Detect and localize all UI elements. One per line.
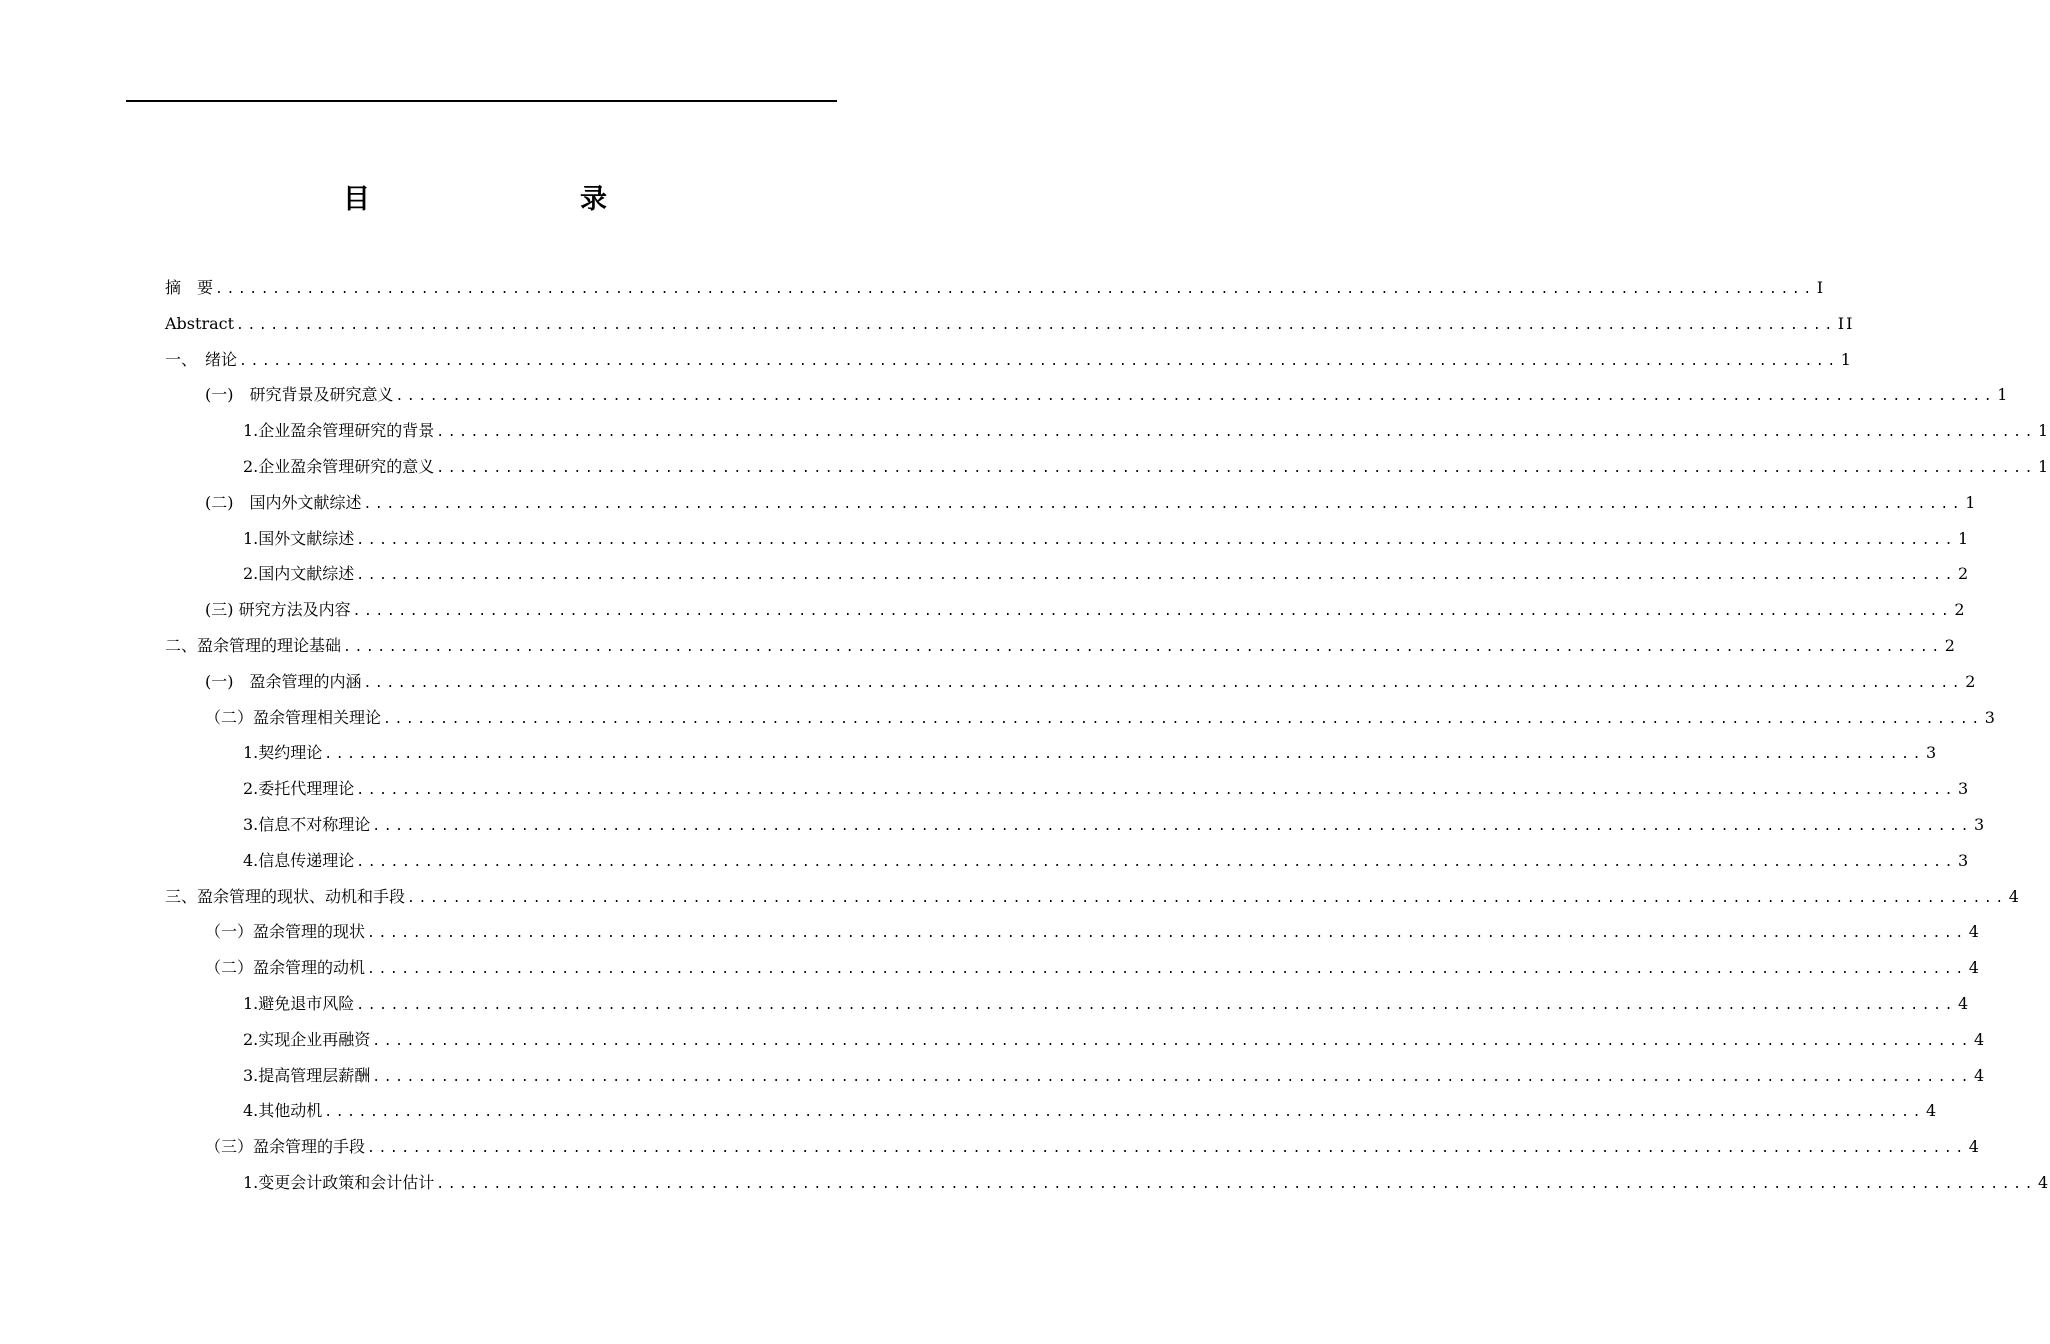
toc-entry[interactable] — [165, 1093, 1939, 1129]
toc-entry[interactable] — [165, 986, 1971, 1022]
toc-entry[interactable] — [165, 914, 1981, 950]
toc-entry-page-number: 1 — [2038, 421, 2050, 441]
toc-entry[interactable] — [165, 556, 1971, 592]
toc-dot-leader: ............................................................................................................................................ — [367, 926, 1967, 942]
toc-dot-leader: ............................................................................................................................................ — [236, 317, 1836, 333]
toc-entry[interactable] — [165, 413, 2050, 449]
page-title: 目 录 — [343, 184, 659, 215]
toc-dot-leader: ............................................................................................................................................ — [352, 604, 1953, 620]
toc-dot-leader: ............................................................................................................................................ — [215, 282, 1815, 297]
toc-entry-label: Abstract — [165, 313, 235, 333]
toc-entry-label: (二) 国内外文献综述 — [205, 492, 362, 512]
toc-entry[interactable] — [165, 628, 1957, 664]
toc-entry-page-number: 1 — [2038, 456, 2050, 476]
toc-entry-label: (一) 研究背景及研究意义 — [205, 385, 394, 405]
toc-entry-page-number: 4 — [1968, 922, 1981, 942]
toc-entry-page-number: 1 — [1965, 492, 1978, 512]
toc-entry-label: 4.信息传递理论 — [243, 850, 355, 870]
toc-entry-page-number: 1 — [1840, 349, 1853, 369]
toc-entry-label: 3.提高管理层薪酬 — [243, 1065, 371, 1085]
toc-entry-page-number: 2 — [1944, 635, 1957, 655]
toc-entry-page-number: 4 — [1968, 1137, 1981, 1157]
toc-entry[interactable] — [165, 843, 1971, 879]
toc-entry-page-number: 3 — [1958, 779, 1971, 799]
toc-entry-page-number: 3 — [1958, 850, 1971, 870]
toc-dot-leader: ............................................................................................................................................ — [343, 639, 1943, 655]
toc-entry-label: 4.其他动机 — [243, 1101, 323, 1121]
toc-entry[interactable] — [165, 342, 1853, 378]
toc-entry-page-number: I — [1816, 278, 1826, 297]
toc-entry-label: 2.企业盈余管理研究的意义 — [243, 456, 435, 476]
toc-entry[interactable] — [165, 1129, 1981, 1165]
toc-dot-leader: ............................................................................................................................................ — [372, 1069, 1973, 1085]
toc-entry-label: 1.避免退市风险 — [243, 993, 355, 1013]
toc-dot-leader: ............................................................................................................................................ — [367, 1141, 1967, 1157]
toc-entry-label: (三) 研究方法及内容 — [205, 600, 351, 620]
toc-entry-page-number: 3 — [1984, 707, 1997, 727]
toc-entry-label: 2.实现企业再融资 — [243, 1029, 371, 1049]
table-of-contents — [165, 270, 2050, 1201]
toc-entry-label: （二）盈余管理相关理论 — [205, 707, 382, 727]
toc-entry-page-number: 3 — [1926, 743, 1939, 763]
toc-dot-leader: ............................................................................................................................................ — [363, 496, 1964, 512]
toc-entry-label: 摘 要 — [165, 278, 214, 297]
toc-entry-page-number: 1 — [1958, 528, 1971, 548]
toc-entry-label: 1.契约理论 — [243, 743, 323, 763]
toc-dot-leader: ............................................................................................................................................ — [367, 962, 1967, 978]
toc-entry-label: 3.信息不对称理论 — [243, 814, 371, 834]
toc-dot-leader: ............................................................................................................................................ — [356, 783, 1957, 799]
toc-entry-page-number: 3 — [1974, 814, 1987, 834]
toc-entry-page-number: 4 — [1958, 993, 1971, 1013]
toc-entry-label: (一) 盈余管理的内涵 — [205, 671, 362, 691]
toc-entry[interactable] — [165, 1058, 1987, 1094]
toc-dot-leader: ............................................................................................................................................ — [356, 997, 1957, 1013]
toc-dot-leader: ............................................................................................................................................ — [324, 1105, 1925, 1121]
toc-entry-label: （三）盈余管理的手段 — [205, 1137, 366, 1157]
toc-entry-label: 1.国外文献综述 — [243, 528, 355, 548]
toc-entry[interactable] — [165, 879, 2021, 915]
toc-entry-label: 2.委托代理理论 — [243, 779, 355, 799]
toc-entry[interactable] — [165, 700, 1997, 736]
toc-entry[interactable] — [165, 664, 1978, 700]
toc-entry-page-number: 4 — [1974, 1029, 1987, 1049]
toc-dot-leader: ............................................................................................................................................ — [383, 711, 1983, 727]
toc-entry-label: 一、 绪论 — [165, 349, 238, 369]
toc-entry-label: （二）盈余管理的动机 — [205, 958, 366, 978]
toc-entry[interactable] — [165, 807, 1987, 843]
toc-dot-leader: ............................................................................................................................................ — [407, 890, 2007, 906]
toc-entry-label: 2.国内文献综述 — [243, 564, 355, 584]
toc-entry-page-number: 4 — [1974, 1065, 1987, 1085]
toc-entry[interactable] — [165, 735, 1939, 771]
toc-entry-page-number: 4 — [1968, 958, 1981, 978]
toc-entry[interactable] — [165, 592, 1967, 628]
toc-entry[interactable] — [165, 950, 1981, 986]
toc-dot-leader: ............................................................................................................................................ — [356, 532, 1957, 548]
toc-entry[interactable] — [165, 771, 1971, 807]
toc-entry-page-number: 4 — [2038, 1172, 2050, 1192]
toc-entry[interactable] — [165, 1022, 1987, 1058]
toc-entry[interactable] — [165, 521, 1971, 557]
toc-entry-label: 三、盈余管理的现状、动机和手段 — [165, 886, 406, 906]
toc-dot-leader: ............................................................................................................................................ — [436, 1176, 2037, 1192]
toc-entry-page-number: 1 — [1997, 385, 2010, 405]
toc-entry-page-number: 2 — [1954, 600, 1967, 620]
toc-entry[interactable] — [165, 270, 1826, 306]
toc-entry[interactable] — [165, 377, 2010, 413]
toc-dot-leader: ............................................................................................................................................ — [372, 1033, 1973, 1049]
toc-dot-leader: ............................................................................................................................................ — [436, 460, 2037, 476]
toc-entry-page-number: II — [1837, 313, 1855, 333]
header-rule — [126, 100, 837, 102]
toc-dot-leader: ............................................................................................................................................ — [356, 854, 1957, 870]
toc-entry[interactable] — [165, 449, 2050, 485]
toc-entry[interactable] — [165, 485, 1978, 521]
toc-entry-label: （一）盈余管理的现状 — [205, 922, 366, 942]
toc-dot-leader: ............................................................................................................................................ — [356, 568, 1957, 584]
toc-entry-page-number: 4 — [1926, 1101, 1939, 1121]
toc-entry-page-number: 2 — [1965, 671, 1978, 691]
toc-dot-leader: ............................................................................................................................................ — [372, 818, 1973, 834]
toc-dot-leader: ............................................................................................................................................ — [436, 425, 2037, 441]
toc-entry-page-number: 4 — [2008, 886, 2021, 906]
toc-entry-label: 二、盈余管理的理论基础 — [165, 635, 342, 655]
toc-dot-leader: ............................................................................................................................................ — [324, 747, 1925, 763]
toc-entry[interactable] — [165, 306, 1855, 342]
toc-entry-page-number: 2 — [1958, 564, 1971, 584]
toc-dot-leader: ............................................................................................................................................ — [239, 353, 1839, 369]
toc-dot-leader: ............................................................................................................................................ — [395, 389, 1996, 405]
toc-entry-label: 1.变更会计政策和会计估计 — [243, 1172, 435, 1192]
toc-entry[interactable] — [165, 1165, 2050, 1201]
toc-dot-leader: ............................................................................................................................................ — [363, 675, 1964, 691]
toc-entry-label: 1.企业盈余管理研究的背景 — [243, 421, 435, 441]
